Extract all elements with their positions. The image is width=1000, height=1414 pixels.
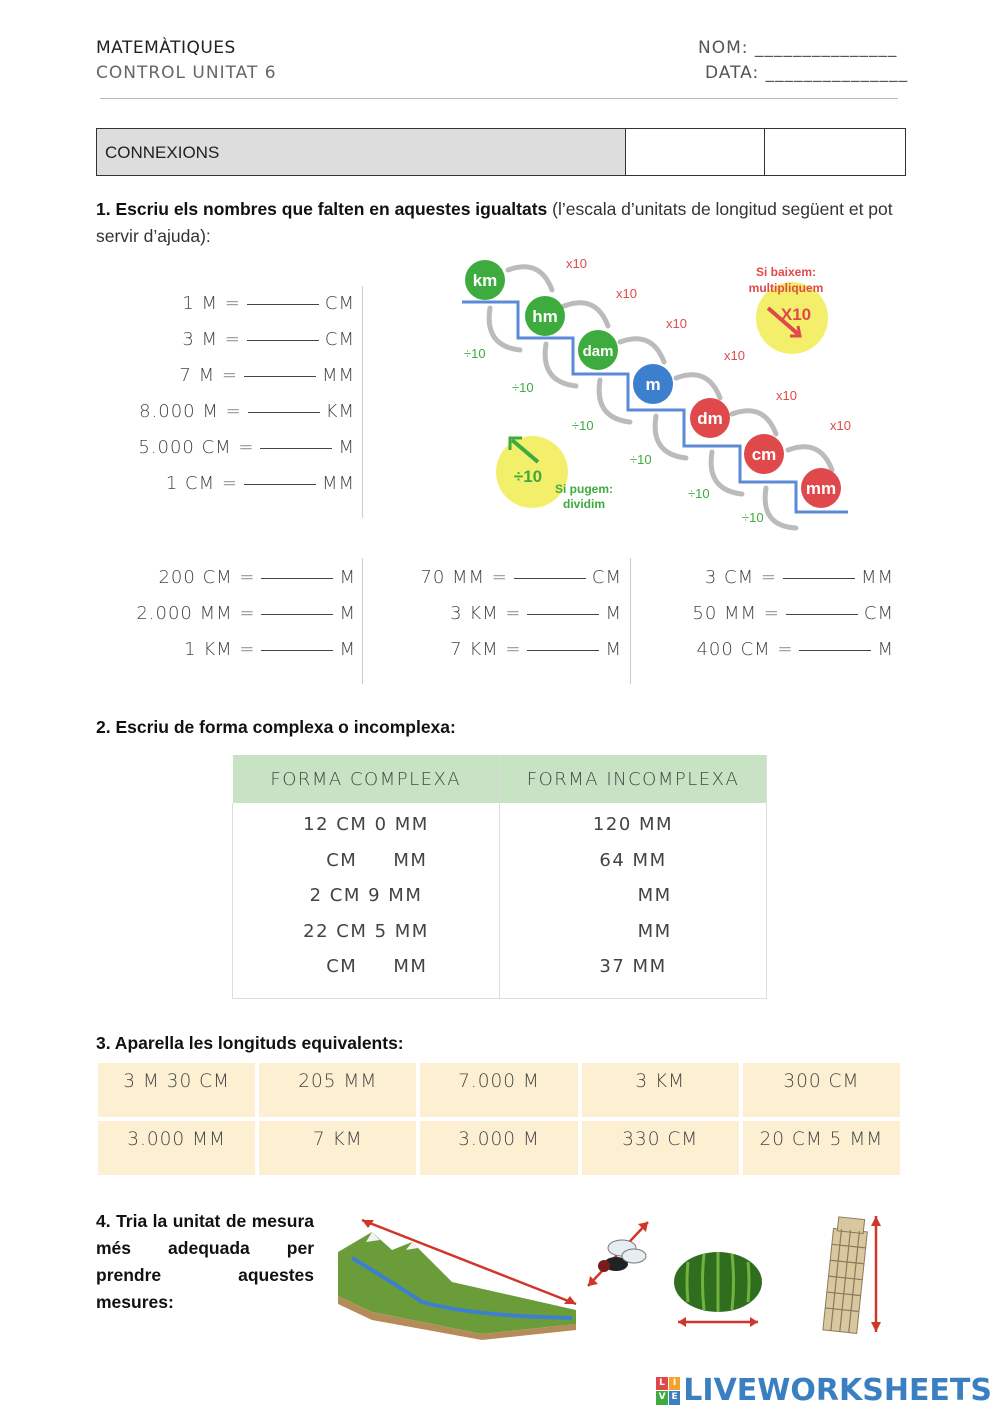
equation-unit: KM [325,401,355,422]
brand-name: LIVEWORKSHEETS [683,1373,992,1408]
ladder-unit-label: dm [697,409,723,428]
q1-col2 [370,560,622,668]
ladder-unit-label: m [645,375,661,394]
equation-row [100,430,355,466]
divide-label: ÷10 [572,418,594,433]
up-badge-label: ÷10 [513,467,543,486]
ladder-unit-label: mm [805,479,837,498]
pair-cell[interactable]: 20 CM 5 MM [743,1121,900,1175]
equation-row [640,560,894,596]
equation-row [100,394,355,430]
forma-cell[interactable]: 64 MM [599,849,667,871]
answer-blank[interactable] [248,412,320,413]
equation-row [370,560,622,596]
q2-instruction: 2. Escriu de forma complexa o incomplexa: [96,717,456,737]
pair-cell[interactable]: 3 KM [582,1063,739,1117]
equation-unit: MM [321,473,355,494]
answer-blank[interactable] [261,578,333,579]
equation-unit: MM [860,567,894,588]
up-note-1: Si pugem: [554,482,614,496]
q3-title [96,1030,404,1057]
pair-cell[interactable]: 7 KM [259,1121,416,1175]
forma-cell[interactable]: 22 CM 5 MM [303,920,429,942]
equation-left: 1 CM = [165,473,238,494]
divide-label: ÷10 [512,380,534,395]
connexions-banner [96,128,906,176]
equation-row [100,358,355,394]
equation-left: 70 MM = [420,567,508,588]
q1-col3 [640,560,894,668]
equation-row [100,286,355,322]
forma-cell[interactable]: 12 CM 0 MM [303,814,429,835]
equation-left: 5.000 CM = [138,437,255,458]
incomplexa-column [500,803,767,998]
equation-row [100,322,355,358]
answer-blank[interactable] [260,448,332,449]
ladder-unit-label: km [472,271,498,290]
watermelon-icon [668,1250,768,1330]
multiply-label: x10 [830,418,851,433]
header-divider [100,98,898,99]
equation-unit: CM [324,329,355,350]
pair-cell[interactable]: 3.000 MM [98,1121,255,1175]
divide-label: ÷10 [464,346,486,361]
divide-label: ÷10 [742,510,764,525]
answer-blank[interactable] [247,340,319,341]
equation-left: 200 CM = [158,567,256,588]
unit-ladder-diagram [440,250,880,535]
pair-cell[interactable]: 7.000 M [420,1063,577,1117]
equation-row [370,596,622,632]
equation-unit: M [605,639,622,660]
multiply-label: x10 [566,256,587,271]
equation-unit: M [605,603,622,624]
q1-top-equations [100,286,355,502]
down-note-2: multipliquem [748,281,824,295]
equation-left: 400 CM = [696,639,794,660]
equation-unit: CM [863,603,894,624]
equation-left: 8.000 M = [139,401,242,422]
forma-cell[interactable]: CM MM [304,849,428,871]
equation-left: 3 CM = [704,567,777,588]
answer-blank[interactable] [261,614,333,615]
answer-blank[interactable] [514,578,586,579]
multiply-label: x10 [724,348,745,363]
equation-left: 7 KM = [450,639,522,660]
equation-row [100,596,356,632]
forma-table [232,755,767,999]
equation-unit: M [339,603,356,624]
col-header-incomplexa: FORMA INCOMPLEXA [500,755,767,803]
score-cell-2 [765,129,905,175]
q1-col-separator-1 [362,558,363,684]
score-cell-1 [626,129,766,175]
equation-row [370,632,622,668]
equation-unit: CM [324,293,355,314]
q3-instruction: 3. Aparella les longituds equivalents: [96,1033,404,1053]
q1-col-separator-2 [630,558,631,684]
date-field-label[interactable]: DATA: _______________ [705,63,909,83]
pair-cell[interactable]: 205 MM [259,1063,416,1117]
answer-blank[interactable] [244,376,316,377]
equation-row [100,466,355,502]
equation-unit: M [338,437,355,458]
q2-title [96,714,456,741]
ladder-unit-label: cm [751,445,777,464]
forma-cell[interactable]: MM [594,885,672,906]
pisa-tower-icon [810,1212,890,1337]
forma-cell[interactable]: 2 CM 9 MM [309,885,423,906]
answer-blank[interactable] [527,650,599,651]
multiply-label: x10 [616,286,637,301]
down-badge-label: X10 [780,305,812,324]
q1-col1 [100,560,356,668]
equation-left: 1 M = [182,293,241,314]
control-title: CONTROL UNITAT 6 [96,63,277,83]
fly-icon [582,1212,662,1292]
equation-unit: M [339,639,356,660]
brand-logo-icon: L I V E [656,1377,680,1405]
equation-left: 1 KM = [184,639,256,660]
pair-cell[interactable]: 3.000 M [420,1121,577,1175]
equation-row [100,560,356,596]
pair-cell[interactable]: 300 CM [743,1063,900,1117]
equation-unit: M [877,639,894,660]
q1-top-separator [362,286,363,518]
answer-blank[interactable] [799,650,871,651]
connexions-title: CONNEXIONS [97,129,626,175]
ladder-unit-label: dam [582,343,614,360]
equation-left: 3 M = [182,329,241,350]
pairing-grid [98,1063,900,1175]
equation-left: 2.000 MM = [136,603,256,624]
answer-blank[interactable] [786,614,858,615]
equation-unit: CM [591,567,622,588]
q1-title [96,196,906,250]
complexa-column [233,803,500,998]
col-header-complexa: FORMA COMPLEXA [233,755,500,803]
down-note-1: Si baixem: [755,265,817,279]
equation-row [640,596,894,632]
q4-title: 4. Tria la unitat de mesura més adequada per prendre aquestes mesures: [96,1211,314,1312]
forma-cell[interactable]: 120 MM [592,814,674,835]
answer-blank[interactable] [244,484,316,485]
up-note-2: dividim [562,497,606,511]
answer-blank[interactable] [527,614,599,615]
ladder-unit-label: hm [532,307,558,326]
equation-left: 3 KM = [450,603,522,624]
multiply-label: x10 [666,316,687,331]
equation-left: 7 M = [179,365,238,386]
equation-row [100,632,356,668]
name-field-label[interactable]: NOM: _______________ [698,38,898,58]
subject-title: MATEMÀTIQUES [96,38,236,58]
equation-row [640,632,894,668]
answer-blank[interactable] [261,650,333,651]
q1-hint: (l’escala d’unitats de longitud següent et pot servir d’ajuda): [96,199,893,246]
mountain-river-icon [332,1212,582,1340]
pair-cell[interactable]: 3 M 30 CM [98,1063,255,1117]
equation-left: 50 MM = [692,603,780,624]
divide-label: ÷10 [630,452,652,467]
equation-unit: M [339,567,356,588]
answer-blank[interactable] [247,304,319,305]
q1-instruction: 1. Escriu els nombres que falten en aquestes igualtats [96,199,548,219]
pair-cell[interactable]: 330 CM [582,1121,739,1175]
forma-cell[interactable]: 37 MM [599,956,667,977]
divide-label: ÷10 [688,486,710,501]
forma-cell[interactable]: CM MM [304,956,428,977]
forma-cell[interactable]: MM [594,920,672,942]
liveworksheets-logo [656,1373,992,1408]
equation-unit: MM [321,365,355,386]
answer-blank[interactable] [783,578,855,579]
multiply-label: x10 [776,388,797,403]
